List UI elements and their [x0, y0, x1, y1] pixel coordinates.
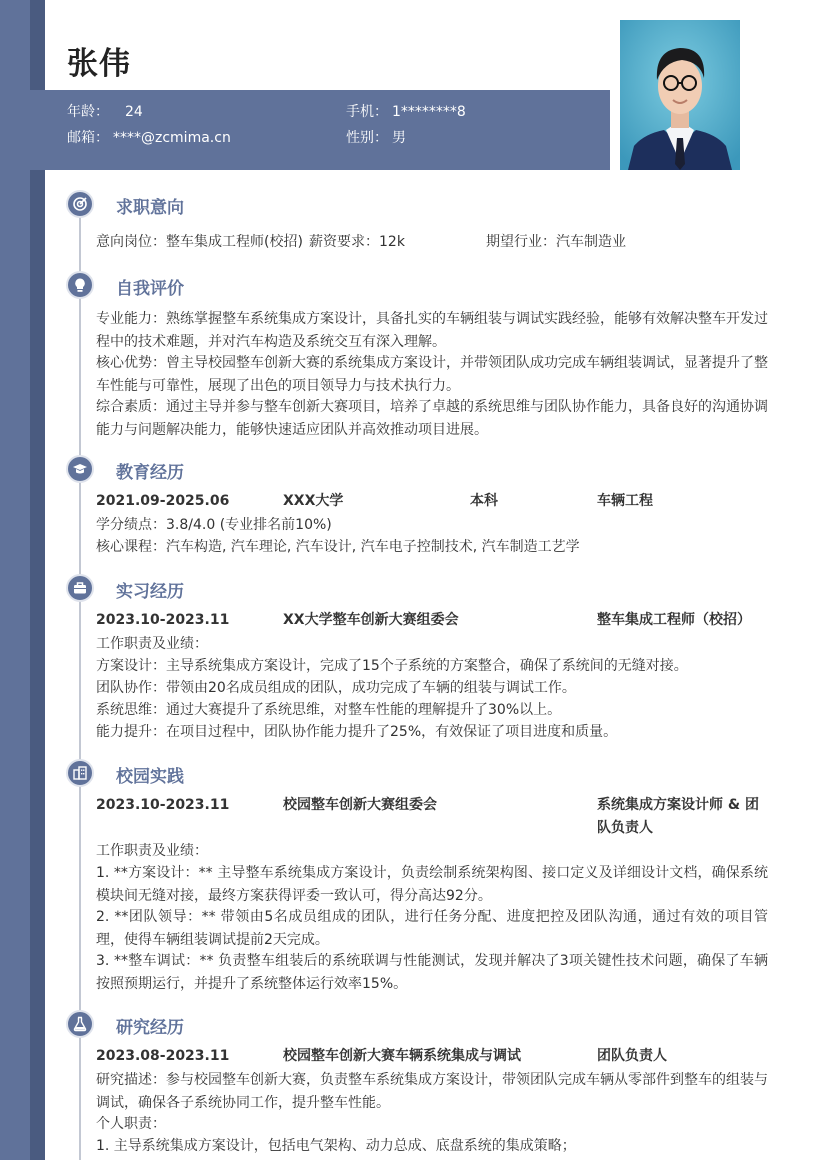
intern-org: XX大学整车创新大赛组委会 [283, 612, 459, 628]
edu-date: 2021.09-2025.06 [96, 493, 230, 509]
phone-value: 1********8 [392, 104, 466, 120]
intern-duty-1: 方案设计：主导系统集成方案设计，完成了15个子系统的方案整合，确保了系统间的无缝对接。 [96, 658, 688, 674]
lightbulb-icon [66, 271, 94, 299]
target-icon [66, 190, 94, 218]
section-title-education: 教育经历 [116, 463, 184, 483]
age-info [67, 101, 143, 121]
edu-courses: 核心课程：汽车构造, 汽车理论, 汽车设计, 汽车电子控制技术, 汽车制造工艺学 [96, 539, 580, 555]
intent-salary: 薪资要求：12k [309, 234, 405, 250]
building-icon [66, 759, 94, 787]
gender-info [346, 127, 406, 147]
campus-date: 2023.10-2023.11 [96, 797, 230, 813]
section-title-research: 研究经历 [116, 1018, 184, 1038]
intern-duty-4: 能力提升：在项目过程中，团队协作能力提升了25%，有效保证了项目进度和质量。 [96, 724, 618, 740]
campus-duty-1: 1. **方案设计：** 主导整车系统集成方案设计，负责绘制系统架构图、接口定义及详细设计文档，确保系统模块间无缝对接，最终方案获得评委一致认可，得分高达92分。 [96, 865, 768, 904]
left-accent-strip-dark [30, 0, 45, 1160]
email-info [67, 127, 231, 147]
email-value: ****@zcmima.cn [113, 130, 231, 146]
graduation-cap-icon [66, 455, 94, 483]
email-label: 邮箱： [67, 130, 109, 146]
intern-date: 2023.10-2023.11 [96, 612, 230, 628]
edu-school: XXX大学 [283, 493, 344, 509]
intern-duties-label: 工作职责及业绩： [96, 636, 208, 652]
research-duties-label: 个人职责： [96, 1116, 166, 1132]
research-project: 校园整车创新大赛车辆系统集成与调试 [283, 1048, 521, 1064]
campus-duties-label: 工作职责及业绩： [96, 843, 208, 859]
self-eval-strength: 核心优势：曾主导校园整车创新大赛的系统集成方案设计，并带领团队成功完成车辆组装调试，显著提升了整车性能与可靠性，展现了出色的项目领导力与技术执行力。 [96, 355, 768, 394]
flask-icon [66, 1010, 94, 1038]
section-title-internship: 实习经历 [116, 582, 184, 602]
campus-duty-2: 2. **团队领导：** 带领由5名成员组成的团队，进行任务分配、进度把控及团队沟通，通过有效的项目管理，使得车辆组装调试提前2天完成。 [96, 909, 768, 948]
gender-value: 男 [392, 130, 406, 146]
briefcase-icon [66, 574, 94, 602]
left-accent-strip [0, 0, 30, 1160]
intent-position: 意向岗位：整车集成工程师(校招) [96, 234, 303, 250]
campus-role: 系统集成方案设计师 & 团队负责人 [597, 797, 759, 836]
candidate-name: 张伟 [67, 46, 131, 82]
campus-duty-3: 3. **整车调试：** 负责整车组装后的系统联调与性能测试，发现并解决了3项关键性技术问题，确保了车辆按照预期运行，并提升了系统整体运行效率15%。 [96, 953, 768, 992]
section-title-self: 自我评价 [116, 279, 184, 299]
section-title-campus: 校园实践 [116, 767, 184, 787]
edu-gpa: 学分绩点：3.8/4.0 (专业排名前10%) [96, 517, 332, 533]
research-role: 团队负责人 [597, 1048, 667, 1064]
section-title-intent: 求职意向 [116, 198, 184, 218]
intern-duty-2: 团队协作：带领由20名成员组成的团队，成功完成了车辆的组装与调试工作。 [96, 680, 576, 696]
research-date: 2023.08-2023.11 [96, 1048, 230, 1064]
research-duty-1: 1. 主导系统集成方案设计，包括电气架构、动力总成、底盘系统的集成策略； [96, 1138, 576, 1154]
intern-role: 整车集成工程师（校招） [597, 612, 751, 628]
intern-duty-3: 系统思维：通过大赛提升了系统思维，对整车性能的理解提升了30%以上。 [96, 702, 562, 718]
research-description: 研究描述：参与校园整车创新大赛，负责整车系统集成方案设计，带领团队完成车辆从零部件到整车的组装与调试，确保各子系统协同工作，提升整车性能。 [96, 1072, 768, 1111]
campus-org: 校园整车创新大赛组委会 [283, 797, 437, 813]
edu-degree: 本科 [470, 493, 498, 509]
self-eval-professional: 专业能力：熟练掌握整车系统集成方案设计，具备扎实的车辆组装与调试实践经验，能够有效解决整车开发过程中的技术难题，并对汽车构造及系统交互有深入理解。 [96, 311, 768, 350]
phone-label: 手机： [346, 104, 388, 120]
intent-industry: 期望行业：汽车制造业 [486, 234, 626, 250]
phone-info [346, 101, 466, 121]
gender-label: 性别： [346, 130, 388, 146]
edu-major: 车辆工程 [597, 493, 653, 509]
self-eval-quality: 综合素质：通过主导并参与整车创新大赛项目，培养了卓越的系统思维与团队协作能力，具备良好的沟通协调能力与问题解决能力，能够快速适应团队并高效推动项目进展。 [96, 399, 768, 438]
age-label: 年龄： [67, 104, 109, 120]
profile-photo [620, 20, 740, 170]
age-value: 24 [125, 104, 143, 120]
